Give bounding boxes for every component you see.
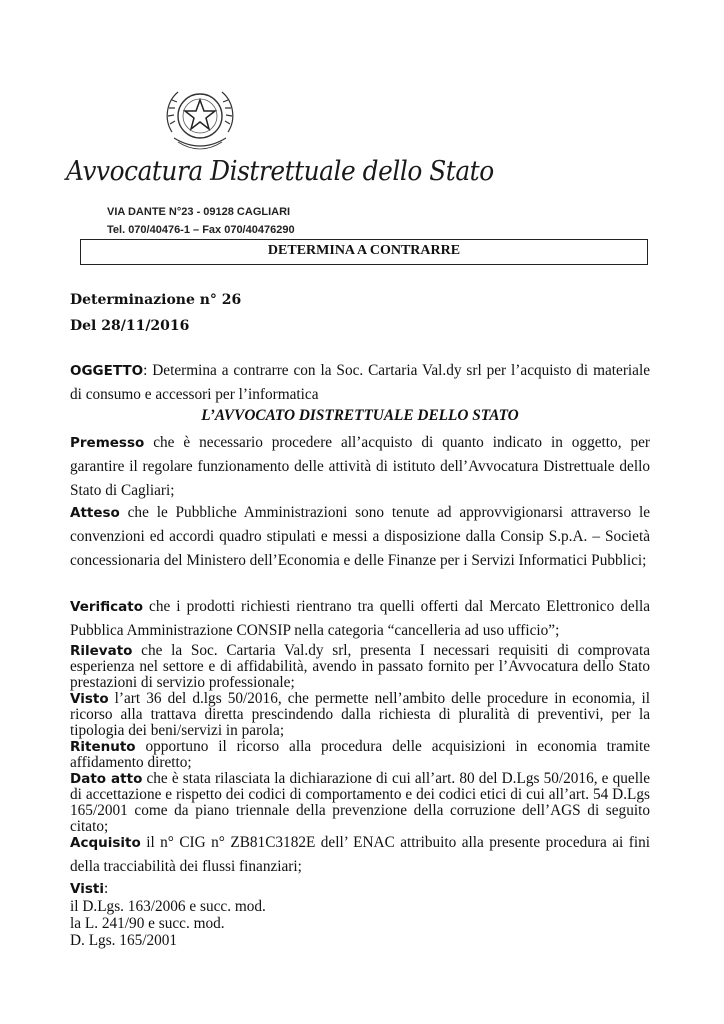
paragraph-text: l’art 36 del d.lgs 50/2016, che permette nell’ambito delle procedure in economia, il ricorso alla trattava diretta prescindendo dalla richiesta di pluralità di preventivi, per la tipologia dei beni/servizi in parola;: [70, 690, 650, 739]
visti-colon: :: [103, 880, 109, 897]
determination-date: Del 28/11/2016: [70, 318, 190, 334]
paragraph-label: Acquisito: [70, 835, 141, 851]
paragraph-text: che è necessario procedere all’acquisto di quanto indicato in oggetto, per garantire il regolare funzionamento delle attività di istituto dell’Avvocatura Distrettuale dello Stato di Cagliari;: [70, 434, 650, 499]
subject-label: OGGETTO: [70, 363, 144, 379]
office-contacts: Tel. 070/40476-1 – Fax 070/40476290: [107, 224, 295, 236]
paragraph-label: Rilevato: [70, 643, 133, 659]
document-title: DETERMINA A CONTRARRE: [267, 243, 461, 258]
paragraph-rilevato: [70, 643, 650, 691]
paragraph-visto: [70, 691, 650, 739]
office-address: VIA DANTE N°23 - 09128 CAGLIARI: [107, 206, 291, 218]
paragraph-dato-atto: [70, 771, 650, 835]
visti-item: la L. 241/90 e succ. mod.: [70, 915, 225, 932]
paragraph-text: che i prodotti richiesti rientrano tra quelli offerti dal Mercato Elettronico della Pubblica Amministrazione CONSIP nella categoria “cancelleria ad uso ufficio”;: [70, 598, 650, 639]
paragraph-label: Atteso: [70, 505, 120, 521]
paragraph-text: che è stata rilasciata la dichiarazione di cui all’art. 80 del D.Lgs 50/2016, e quelle di accettazione e rispetto dei codici di comportamento e dei codici etici di cui all’art. 54 D.Lgs 165/2001 come da piano triennale della prevenzione della corruzione dell’AGS di seguito citato;: [70, 770, 650, 835]
paragraph-acquisito: [70, 831, 650, 879]
visti-section: [70, 880, 650, 949]
paragraph-label: Dato atto: [70, 771, 143, 787]
visti-label: Visti: [70, 881, 104, 897]
office-name: Avvocatura Distrettuale dello Stato: [66, 156, 494, 187]
paragraph-label: Premesso: [70, 435, 145, 451]
paragraph-verificato: [70, 595, 650, 643]
paragraph-label: Verificato: [70, 599, 143, 615]
paragraph-text: opportuno il ricorso alla procedura delle acquisizioni in economia tramite affidamento diretto;: [70, 738, 650, 771]
italian-republic-emblem: [160, 80, 240, 160]
determination-number: Determinazione n° 26: [70, 292, 242, 308]
section-heading: L’AVVOCATO DISTRETTUALE DELLO STATO: [201, 407, 519, 424]
tight-paragraphs: [70, 643, 650, 835]
document-title-box: [80, 239, 648, 265]
paragraph-text: che le Pubbliche Amministrazioni sono tenute ad approvvigionarsi attraverso le convenzioni ed accordi quadro stipulati e messi a disposizione dalla Consip S.p.A. – Società concessionaria del Ministero dell’Economia e delle Finanze per i Servizi Informatici Pubblici;: [70, 504, 650, 569]
paragraph-label: Ritenuto: [70, 739, 136, 755]
subject-text: : Determina a contrarre con la Soc. Cartaria Val.dy srl per l’acquisto di materiale di consumo e accessori per l’informatica: [70, 362, 650, 403]
visti-item: D. Lgs. 165/2001: [70, 932, 178, 949]
paragraph-text: il n° CIG n° ZB81C3182E dell’ ENAC attribuito alla presente procedura ai fini della tracciabilità dei flussi finanziari;: [70, 834, 650, 875]
paragraph-label: Visto: [70, 691, 109, 707]
paragraph-ritenuto: [70, 739, 650, 771]
visti-item: il D.Lgs. 163/2006 e succ. mod.: [70, 898, 266, 915]
subject-paragraph: [70, 359, 650, 407]
paragraph-text: che la Soc. Cartaria Val.dy srl, presenta I necessari requisiti di comprovata esperienza nel settore e di affidabilità, avendo in passato fornito per l’Avvocatura dello Stato prestazioni di servizio professionale;: [70, 642, 650, 691]
paragraph-premesso: [70, 431, 650, 503]
paragraph-atteso: [70, 501, 650, 573]
